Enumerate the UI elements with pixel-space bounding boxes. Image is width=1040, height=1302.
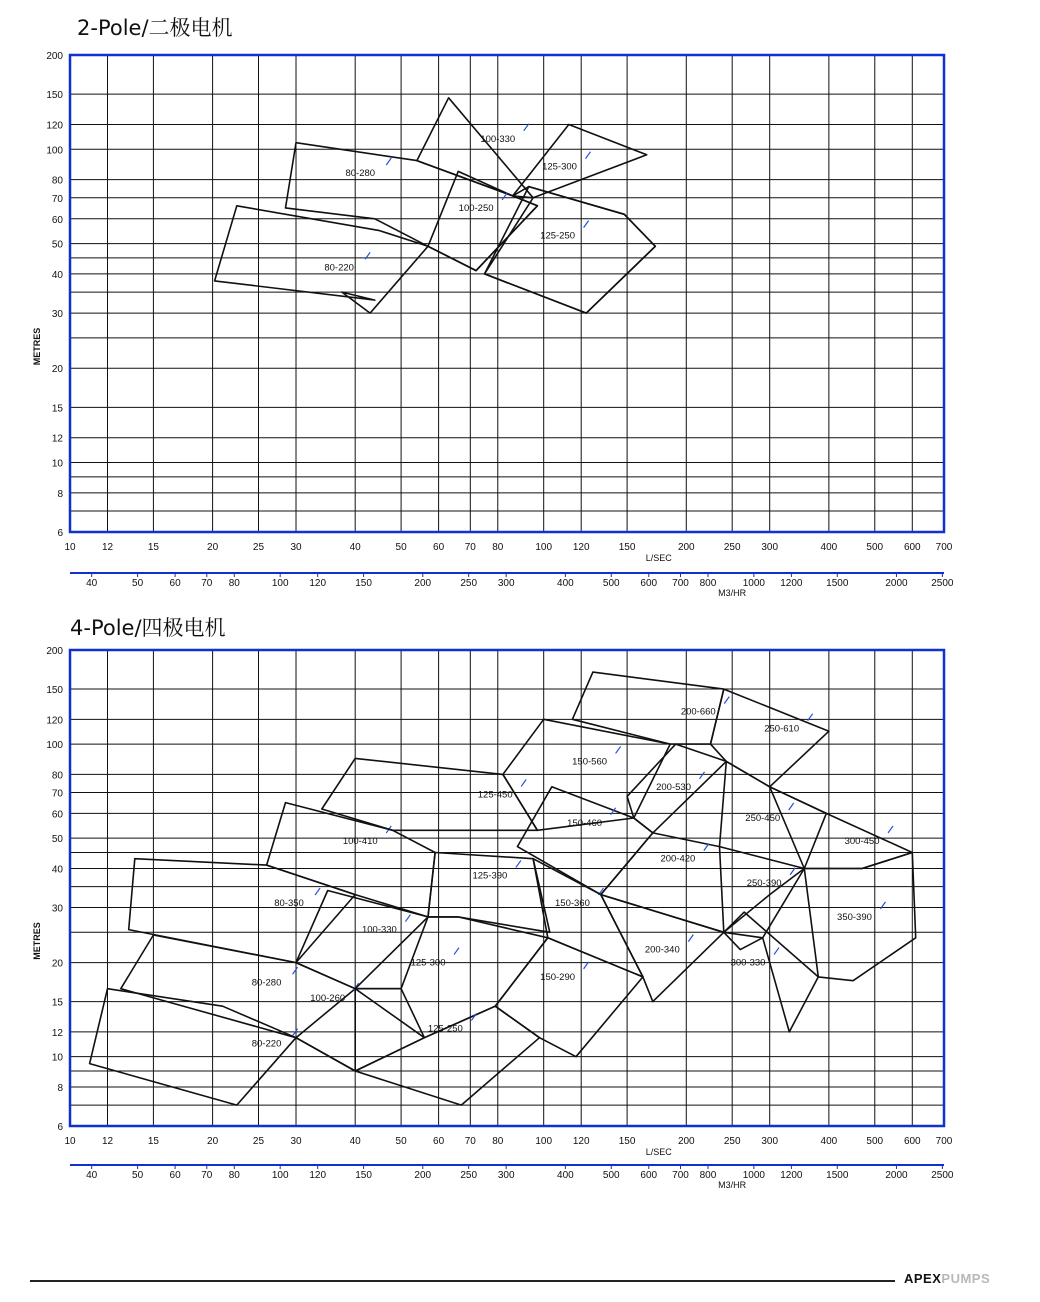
y-tick-label: 80	[51, 770, 63, 782]
x2-tick-label: 60	[169, 578, 181, 589]
x-tick-label: 50	[395, 1136, 407, 1147]
x2-tick-label: 2000	[885, 1170, 908, 1181]
x-tick-label: 25	[252, 1136, 265, 1147]
y-tick-label: 12	[51, 1027, 63, 1039]
region-label-80-220: 80-220	[251, 1038, 282, 1050]
y-tick-label: 80	[51, 175, 63, 187]
y-tick-label: 6	[57, 528, 63, 539]
x-tick-label: 700	[935, 542, 953, 553]
x-tick-label: 80	[492, 1136, 504, 1147]
x2-tick-label: 200	[414, 1170, 432, 1181]
y-tick-label: 6	[57, 1122, 63, 1133]
region-label-80-280: 80-280	[251, 977, 282, 989]
x2-tick-label: 800	[699, 578, 717, 589]
region-label-80-350: 80-350	[274, 898, 304, 910]
x-tick-label: 60	[433, 542, 445, 553]
y-tick-label: 70	[51, 788, 63, 800]
x2-tick-label: 1500	[826, 1170, 849, 1181]
footer-divider	[30, 1280, 895, 1282]
x2-tick-label: 250	[460, 1170, 478, 1181]
x2-tick-label: 40	[86, 1170, 98, 1181]
x-tick-label: 25	[252, 542, 265, 553]
x-tick-label: 500	[866, 1136, 884, 1147]
y-axis-label: METRES	[32, 922, 42, 960]
x-tick-label: 15	[147, 1136, 159, 1147]
pump-region-125-250	[355, 1006, 539, 1105]
efficiency-tick	[789, 803, 794, 810]
region-label-125-450: 125-450	[477, 789, 513, 801]
region-label-350-390: 350-390	[837, 911, 872, 923]
y-tick-label: 12	[51, 433, 63, 445]
y-tick-label: 70	[51, 193, 63, 205]
y-tick-label: 50	[51, 239, 63, 251]
x2-tick-label: 2500	[931, 1170, 954, 1181]
x2-tick-label: 300	[497, 578, 515, 589]
x2-tick-label: 700	[672, 1170, 689, 1181]
x-tick-label: 40	[349, 542, 361, 553]
y-tick-label: 200	[46, 646, 63, 657]
x2-tick-label: 40	[86, 578, 98, 589]
x-tick-label: 250	[723, 1136, 741, 1147]
x2-tick-label: 50	[132, 578, 144, 589]
y-tick-label: 60	[51, 809, 63, 821]
x-axis-label: L/SEC	[645, 553, 672, 563]
x-tick-label: 12	[101, 1136, 114, 1147]
x2-tick-label: 70	[201, 578, 213, 589]
x-tick-label: 120	[572, 1136, 590, 1147]
x-tick-label: 12	[101, 542, 114, 553]
y-tick-label: 10	[51, 458, 63, 470]
region-label-150-360: 150-360	[555, 898, 590, 910]
x2-axis-label: M3/HR	[718, 1180, 747, 1190]
region-label-300-450: 300-450	[844, 835, 880, 847]
y-tick-label: 50	[51, 834, 63, 846]
pump-region-300-330	[724, 912, 819, 1032]
y-tick-label: 8	[57, 488, 63, 500]
region-label-100-250: 100-250	[458, 202, 494, 214]
pump-region-80-220	[215, 206, 428, 313]
chart-0	[32, 51, 954, 598]
efficiency-tick	[688, 935, 693, 942]
region-label-250-610: 250-610	[764, 723, 800, 735]
x-tick-label: 30	[290, 542, 302, 553]
chart-title-4pole: 4-Pole/四极电机	[70, 616, 226, 640]
pump-region-125-300	[485, 187, 656, 314]
pump-region-300-450	[770, 787, 913, 869]
y-axis-label: METRES	[32, 327, 42, 366]
y-tick-label: 200	[46, 51, 63, 62]
brand-pumps: PUMPS	[941, 1271, 991, 1286]
x2-tick-label: 1200	[780, 578, 803, 589]
x-tick-label: 600	[903, 542, 921, 553]
x-tick-label: 250	[723, 542, 741, 553]
efficiency-tick	[502, 193, 507, 200]
region-label-150-560: 150-560	[572, 756, 608, 768]
region-label-125-300: 125-300	[542, 161, 577, 173]
x2-tick-label: 100	[271, 578, 289, 589]
chart-title-2pole: 2-Pole/二极电机	[77, 16, 233, 40]
region-label-80-280: 80-280	[345, 168, 376, 180]
y-tick-label: 120	[46, 715, 63, 727]
x-tick-label: 30	[290, 1136, 302, 1147]
efficiency-tick	[724, 697, 729, 704]
x-tick-label: 40	[349, 1136, 361, 1147]
x-tick-label: 10	[64, 1136, 76, 1147]
pump-region-150-360	[533, 859, 643, 977]
y-tick-label: 15	[51, 997, 63, 1009]
x-tick-label: 400	[820, 1136, 838, 1147]
x2-tick-label: 120	[309, 578, 327, 589]
x2-tick-label: 2500	[931, 578, 954, 589]
x-tick-label: 70	[464, 1136, 476, 1147]
x-tick-label: 20	[207, 1136, 219, 1147]
y-tick-label: 100	[46, 740, 63, 752]
x2-tick-label: 700	[672, 578, 689, 589]
x2-tick-label: 500	[602, 1170, 620, 1181]
region-label-150-290: 150-290	[540, 971, 576, 983]
efficiency-tick	[405, 915, 410, 922]
y-tick-label: 40	[51, 864, 63, 876]
x2-tick-label: 60	[169, 1170, 181, 1181]
x-tick-label: 300	[761, 542, 779, 553]
efficiency-tick	[516, 860, 521, 867]
x2-tick-label: 800	[699, 1170, 717, 1181]
region-label-125-300: 125-300	[410, 957, 446, 969]
x-tick-label: 500	[866, 542, 884, 553]
x-tick-label: 70	[464, 542, 476, 553]
x-tick-label: 150	[618, 1136, 636, 1147]
region-label-125-250: 125-250	[427, 1023, 463, 1035]
x2-tick-label: 100	[271, 1170, 289, 1181]
x2-tick-label: 70	[201, 1170, 213, 1181]
region-label-125-390: 125-390	[472, 870, 508, 882]
y-tick-label: 150	[46, 90, 63, 102]
y-tick-label: 60	[51, 214, 63, 226]
x2-tick-label: 500	[602, 578, 620, 589]
region-label-100-330: 100-330	[361, 924, 397, 936]
efficiency-tick	[774, 948, 779, 955]
brand-apex: APEX	[904, 1271, 942, 1286]
x2-tick-label: 150	[355, 1170, 372, 1181]
x-tick-label: 200	[677, 542, 695, 553]
y-tick-label: 30	[51, 309, 63, 321]
pump-region-150-290	[495, 938, 643, 1057]
x-tick-label: 150	[618, 542, 636, 553]
x-tick-label: 10	[64, 542, 76, 553]
region-label-200-340: 200-340	[644, 944, 680, 956]
x2-tick-label: 250	[460, 578, 478, 589]
y-tick-label: 40	[51, 269, 63, 281]
y-tick-label: 100	[46, 145, 63, 157]
region-label-200-530: 200-530	[656, 781, 691, 793]
y-tick-label: 10	[51, 1052, 63, 1064]
plot-frame	[70, 55, 944, 532]
pump-region-125-250	[485, 187, 656, 314]
x2-tick-label: 120	[309, 1170, 327, 1181]
x-tick-label: 15	[147, 542, 159, 553]
region-label-150-460: 150-460	[567, 817, 603, 829]
y-tick-label: 150	[46, 685, 63, 697]
x2-tick-label: 50	[132, 1170, 144, 1181]
x2-tick-label: 1500	[826, 578, 849, 589]
pump-region-100-330	[417, 98, 647, 198]
efficiency-tick	[454, 948, 459, 955]
x-tick-label: 400	[820, 542, 838, 553]
x2-tick-label: 600	[640, 578, 658, 589]
y-tick-label: 15	[51, 403, 63, 415]
x-tick-label: 300	[761, 1136, 779, 1147]
x-tick-label: 60	[433, 1136, 445, 1147]
efficiency-tick	[386, 158, 391, 165]
region-label-200-660: 200-660	[680, 706, 716, 718]
x2-tick-label: 300	[497, 1170, 515, 1181]
x2-tick-label: 400	[557, 578, 574, 589]
x-axis-label: L/SEC	[645, 1147, 672, 1157]
y-tick-label: 20	[51, 364, 63, 376]
efficiency-tick	[315, 888, 320, 895]
x2-axis-label: M3/HR	[718, 588, 747, 598]
region-label-100-330: 100-330	[480, 133, 516, 145]
x2-tick-label: 80	[228, 1170, 240, 1181]
x2-tick-label: 1200	[780, 1170, 803, 1181]
x-tick-label: 50	[395, 542, 407, 553]
efficiency-tick	[586, 152, 591, 159]
x2-tick-label: 1000	[742, 1170, 765, 1181]
x-tick-label: 100	[535, 1136, 553, 1147]
pump-region-80-350	[129, 859, 356, 963]
efficiency-tick	[293, 967, 298, 974]
efficiency-tick	[584, 221, 589, 228]
x2-tick-label: 80	[228, 578, 240, 589]
y-tick-label: 120	[46, 120, 63, 132]
x-tick-label: 200	[677, 1136, 695, 1147]
region-label-100-410: 100-410	[342, 835, 378, 847]
region-label-100-260: 100-260	[310, 993, 346, 1005]
x-tick-label: 100	[535, 542, 553, 553]
apex-pumps-logo	[904, 1271, 990, 1286]
x-tick-label: 120	[572, 542, 590, 553]
x2-tick-label: 600	[640, 1170, 658, 1181]
y-tick-label: 8	[57, 1082, 63, 1094]
x2-tick-label: 1000	[742, 578, 765, 589]
x-tick-label: 20	[207, 542, 219, 553]
y-tick-label: 20	[51, 958, 63, 970]
efficiency-tick	[616, 746, 621, 753]
x-tick-label: 600	[903, 1136, 921, 1147]
region-label-200-420: 200-420	[660, 853, 696, 865]
efficiency-tick	[700, 772, 705, 779]
y-tick-label: 30	[51, 903, 63, 915]
efficiency-tick	[521, 779, 526, 786]
efficiency-tick	[888, 826, 893, 833]
region-label-250-390: 250-390	[746, 877, 782, 889]
x2-tick-label: 2000	[885, 578, 908, 589]
pump-region-125-390	[428, 853, 550, 933]
region-label-250-450: 250-450	[745, 813, 781, 825]
x2-tick-label: 400	[557, 1170, 574, 1181]
region-label-80-220: 80-220	[324, 262, 354, 274]
region-label-125-250: 125-250	[540, 230, 576, 242]
chart-1	[32, 646, 954, 1190]
plot-frame	[70, 650, 944, 1126]
x2-tick-label: 200	[414, 578, 432, 589]
x-tick-label: 700	[935, 1136, 953, 1147]
x2-tick-label: 150	[355, 578, 372, 589]
region-label-300-330: 300-330	[730, 957, 766, 969]
x-tick-label: 80	[492, 542, 504, 553]
